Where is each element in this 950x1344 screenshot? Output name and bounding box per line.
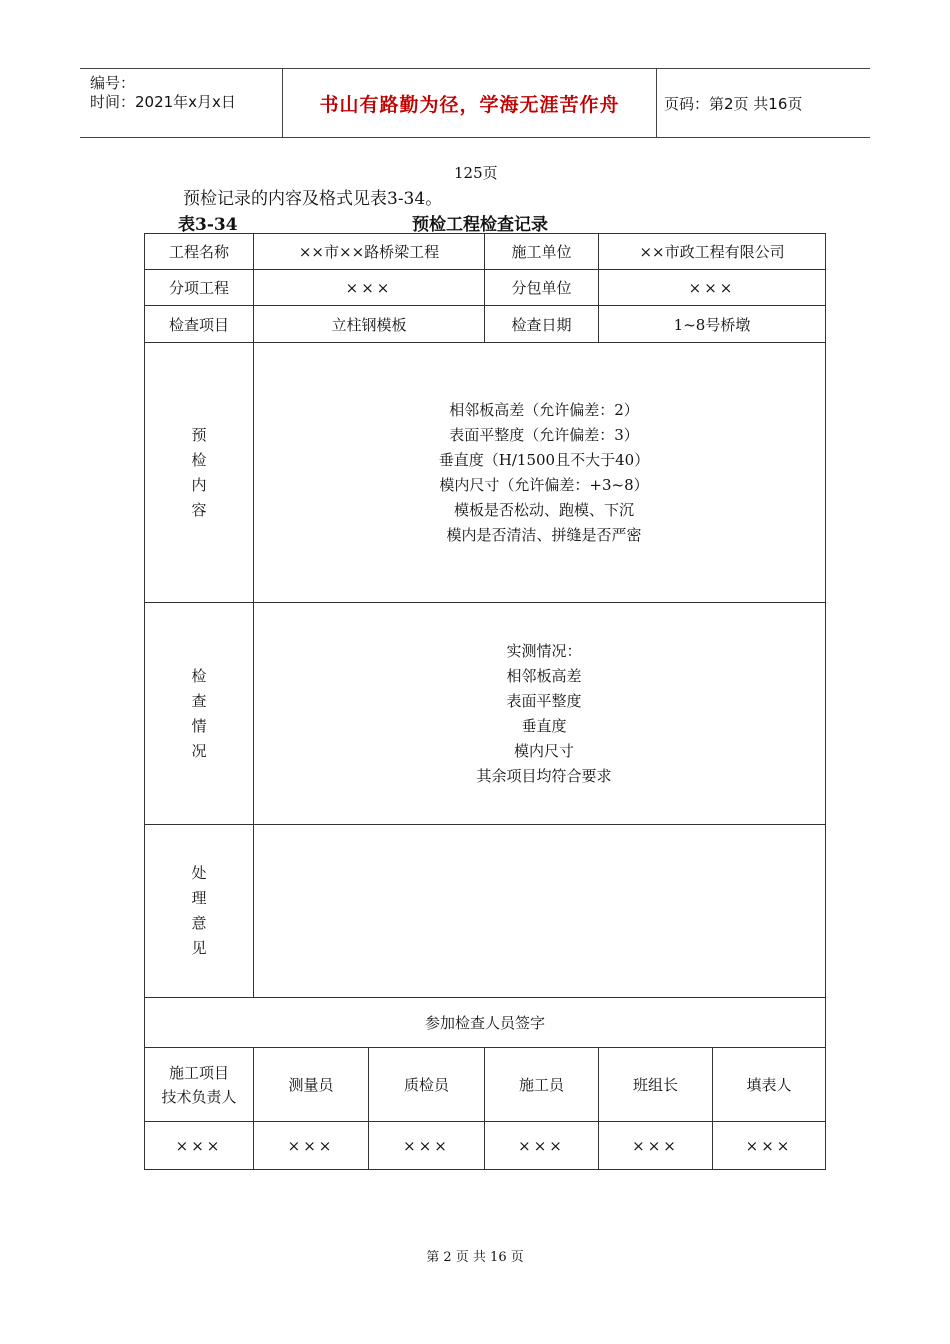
table-row [145,825,826,998]
sign-role-form-filler: 填表人 [713,1048,826,1122]
sign-role-tech-lead: 施工项目 技术负责人 [145,1048,254,1122]
table-row [145,1122,826,1170]
header-page-cell [656,69,870,137]
inspection-item-label: 检查项目 [145,306,254,343]
inspection-date-label: 检查日期 [485,306,599,343]
list-item: 表面平整度 [506,691,582,710]
list-item: 相邻板高差（允许偏差：2） [449,400,639,419]
handling-opinion-content [254,825,826,998]
table-number: 表3-34 [178,215,238,235]
sign-role-surveyor: 测量员 [254,1048,369,1122]
page-info: 页码：第2页 共16页 [664,94,803,113]
signature-value: ××× [145,1122,254,1170]
signature-value: ××× [254,1122,369,1170]
sign-role-quality-inspector: 质检员 [369,1048,485,1122]
page-footer: 第 2 页 共 16 页 [426,1250,524,1265]
contractor-value: ××市政工程有限公司 [599,234,826,270]
list-item: 模内是否清洁、拼缝是否严密 [446,525,642,544]
table-row [145,998,826,1048]
signature-value: ××× [599,1122,713,1170]
inspection-status-items [254,603,826,825]
list-item: 相邻板高差 [506,666,582,685]
table-row [145,234,826,270]
list-item: 模内尺寸（允许偏差：+3~8） [439,475,649,494]
header-meta [80,69,282,137]
list-item: 实测情况： [506,641,582,660]
list-item: 表面平整度（允许偏差：3） [449,425,639,444]
list-item: 垂直度 [521,716,567,735]
sub-project-label: 分项工程 [145,270,254,306]
subcontractor-value: ××× [599,270,826,306]
sign-role-constructor: 施工员 [485,1048,599,1122]
signature-value: ××× [713,1122,826,1170]
signature-value: ××× [369,1122,485,1170]
list-item: 模内尺寸 [514,741,575,760]
number-label: 编号： [90,74,136,92]
list-item: 模板是否松动、跑模、下沉 [454,500,635,519]
signature-value: ××× [485,1122,599,1170]
inspection-date-value: 1~8号桥墩 [599,306,826,343]
table-row [145,306,826,343]
subcontractor-label: 分包单位 [485,270,599,306]
table-row [145,270,826,306]
time-label: 时间：2021年x月x日 [90,93,236,111]
project-name-label: 工程名称 [145,234,254,270]
inspection-item-value: 立柱钢模板 [254,306,485,343]
prev-page-ref: 125页 [454,164,498,182]
motto: 书山有路勤为径，学海无涯苦作舟 [319,93,620,116]
table-row [145,1048,826,1122]
precheck-content-items [254,343,826,603]
list-item: 其余项目均符合要求 [476,766,612,785]
table-row [145,603,826,825]
header-motto-cell [282,69,657,137]
intro-text: 预检记录的内容及格式见表3-34。 [183,189,443,209]
signature-title: 参加检查人员签字 [145,998,826,1048]
inspection-status-label: 检 查 情 况 [145,603,254,825]
precheck-record-table [144,233,826,1170]
project-name-value: ××市××路桥梁工程 [254,234,485,270]
contractor-label: 施工单位 [485,234,599,270]
sub-project-value: ××× [254,270,485,306]
handling-opinion-label: 处 理 意 见 [145,825,254,998]
table-row [145,343,826,603]
list-item: 垂直度（H/1500且不大于40） [438,450,650,469]
table-title: 预检工程检查记录 [412,215,548,235]
sign-role-team-leader: 班组长 [599,1048,713,1122]
precheck-content-label: 预 检 内 容 [145,343,254,603]
page-header [80,68,870,138]
